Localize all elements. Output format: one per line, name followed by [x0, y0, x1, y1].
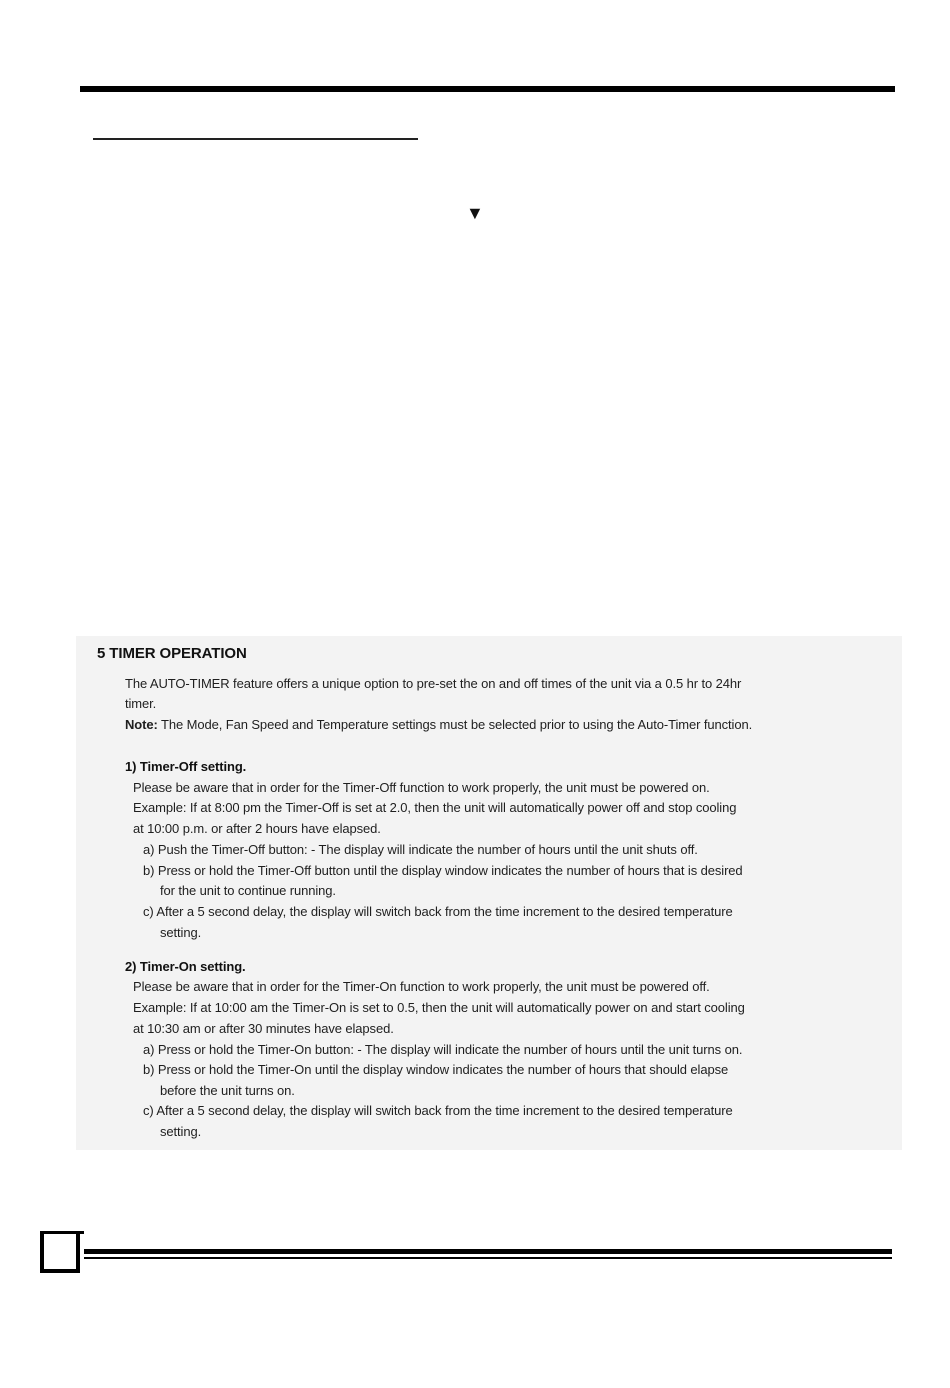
timer-on-step-b-cont: before the unit turns on. [160, 1083, 295, 1098]
timer-on-step-a: a) Press or hold the Timer-On button: - The display will indicate the number of hours until the unit turns on. [143, 1042, 743, 1057]
footer-rule-thin [84, 1257, 892, 1259]
timer-off-step-a: a) Push the Timer-Off button: - The display will indicate the number of hours until the unit shuts off. [143, 842, 698, 857]
note-label: Note: [125, 717, 158, 732]
timer-off-line-3: at 10:00 p.m. or after 2 hours have elapsed. [133, 821, 381, 836]
timer-off-step-b: b) Press or hold the Timer-Off button until the display window indicates the number of hours that is desired [143, 863, 743, 878]
note-text: The Mode, Fan Speed and Temperature settings must be selected prior to using the Auto-Timer function. [157, 717, 753, 732]
intro-line-1: The AUTO-TIMER feature offers a unique option to pre-set the on and off times of the unit via a 0.5 hr to 24hr [125, 676, 742, 691]
timer-off-heading: 1) Timer-Off setting. [125, 759, 247, 774]
page-corner-bracket [40, 1231, 80, 1273]
intro-line-2: timer. [125, 696, 157, 711]
timer-off-step-c-cont: setting. [160, 925, 202, 940]
header-rule [80, 86, 895, 92]
timer-off-line-1: Please be aware that in order for the Timer-Off function to work properly, the unit must be powered on. [133, 780, 710, 795]
section-title: 5 TIMER OPERATION [97, 645, 247, 662]
timer-on-line-1: Please be aware that in order for the Timer-On function to work properly, the unit must be powered off. [133, 979, 710, 994]
timer-on-heading: 2) Timer-On setting. [125, 959, 246, 974]
timer-off-step-c: c) After a 5 second delay, the display will switch back from the time increment to the desired temperature [143, 904, 733, 919]
timer-on-step-c: c) After a 5 second delay, the display will switch back from the time increment to the desired temperature [143, 1103, 733, 1118]
page-corner-top [44, 1231, 84, 1234]
timer-on-step-c-cont: setting. [160, 1124, 202, 1139]
timer-off-step-b-cont: for the unit to continue running. [160, 883, 336, 898]
note-line [125, 717, 752, 733]
timer-on-line-2: Example: If at 10:00 am the Timer-On is set to 0.5, then the unit will automatically power on and start cooling [133, 1000, 745, 1015]
timer-on-line-3: at 10:30 am or after 30 minutes have elapsed. [133, 1021, 394, 1036]
timer-on-step-b: b) Press or hold the Timer-On until the display window indicates the number of hours that should elapse [143, 1062, 729, 1077]
down-triangle-icon: ▼ [466, 203, 484, 223]
footer-rule-thick [84, 1249, 892, 1254]
timer-off-line-2: Example: If at 8:00 pm the Timer-Off is set at 2.0, then the unit will automatically power off and stop cooling [133, 800, 737, 815]
section-underline [93, 138, 418, 140]
